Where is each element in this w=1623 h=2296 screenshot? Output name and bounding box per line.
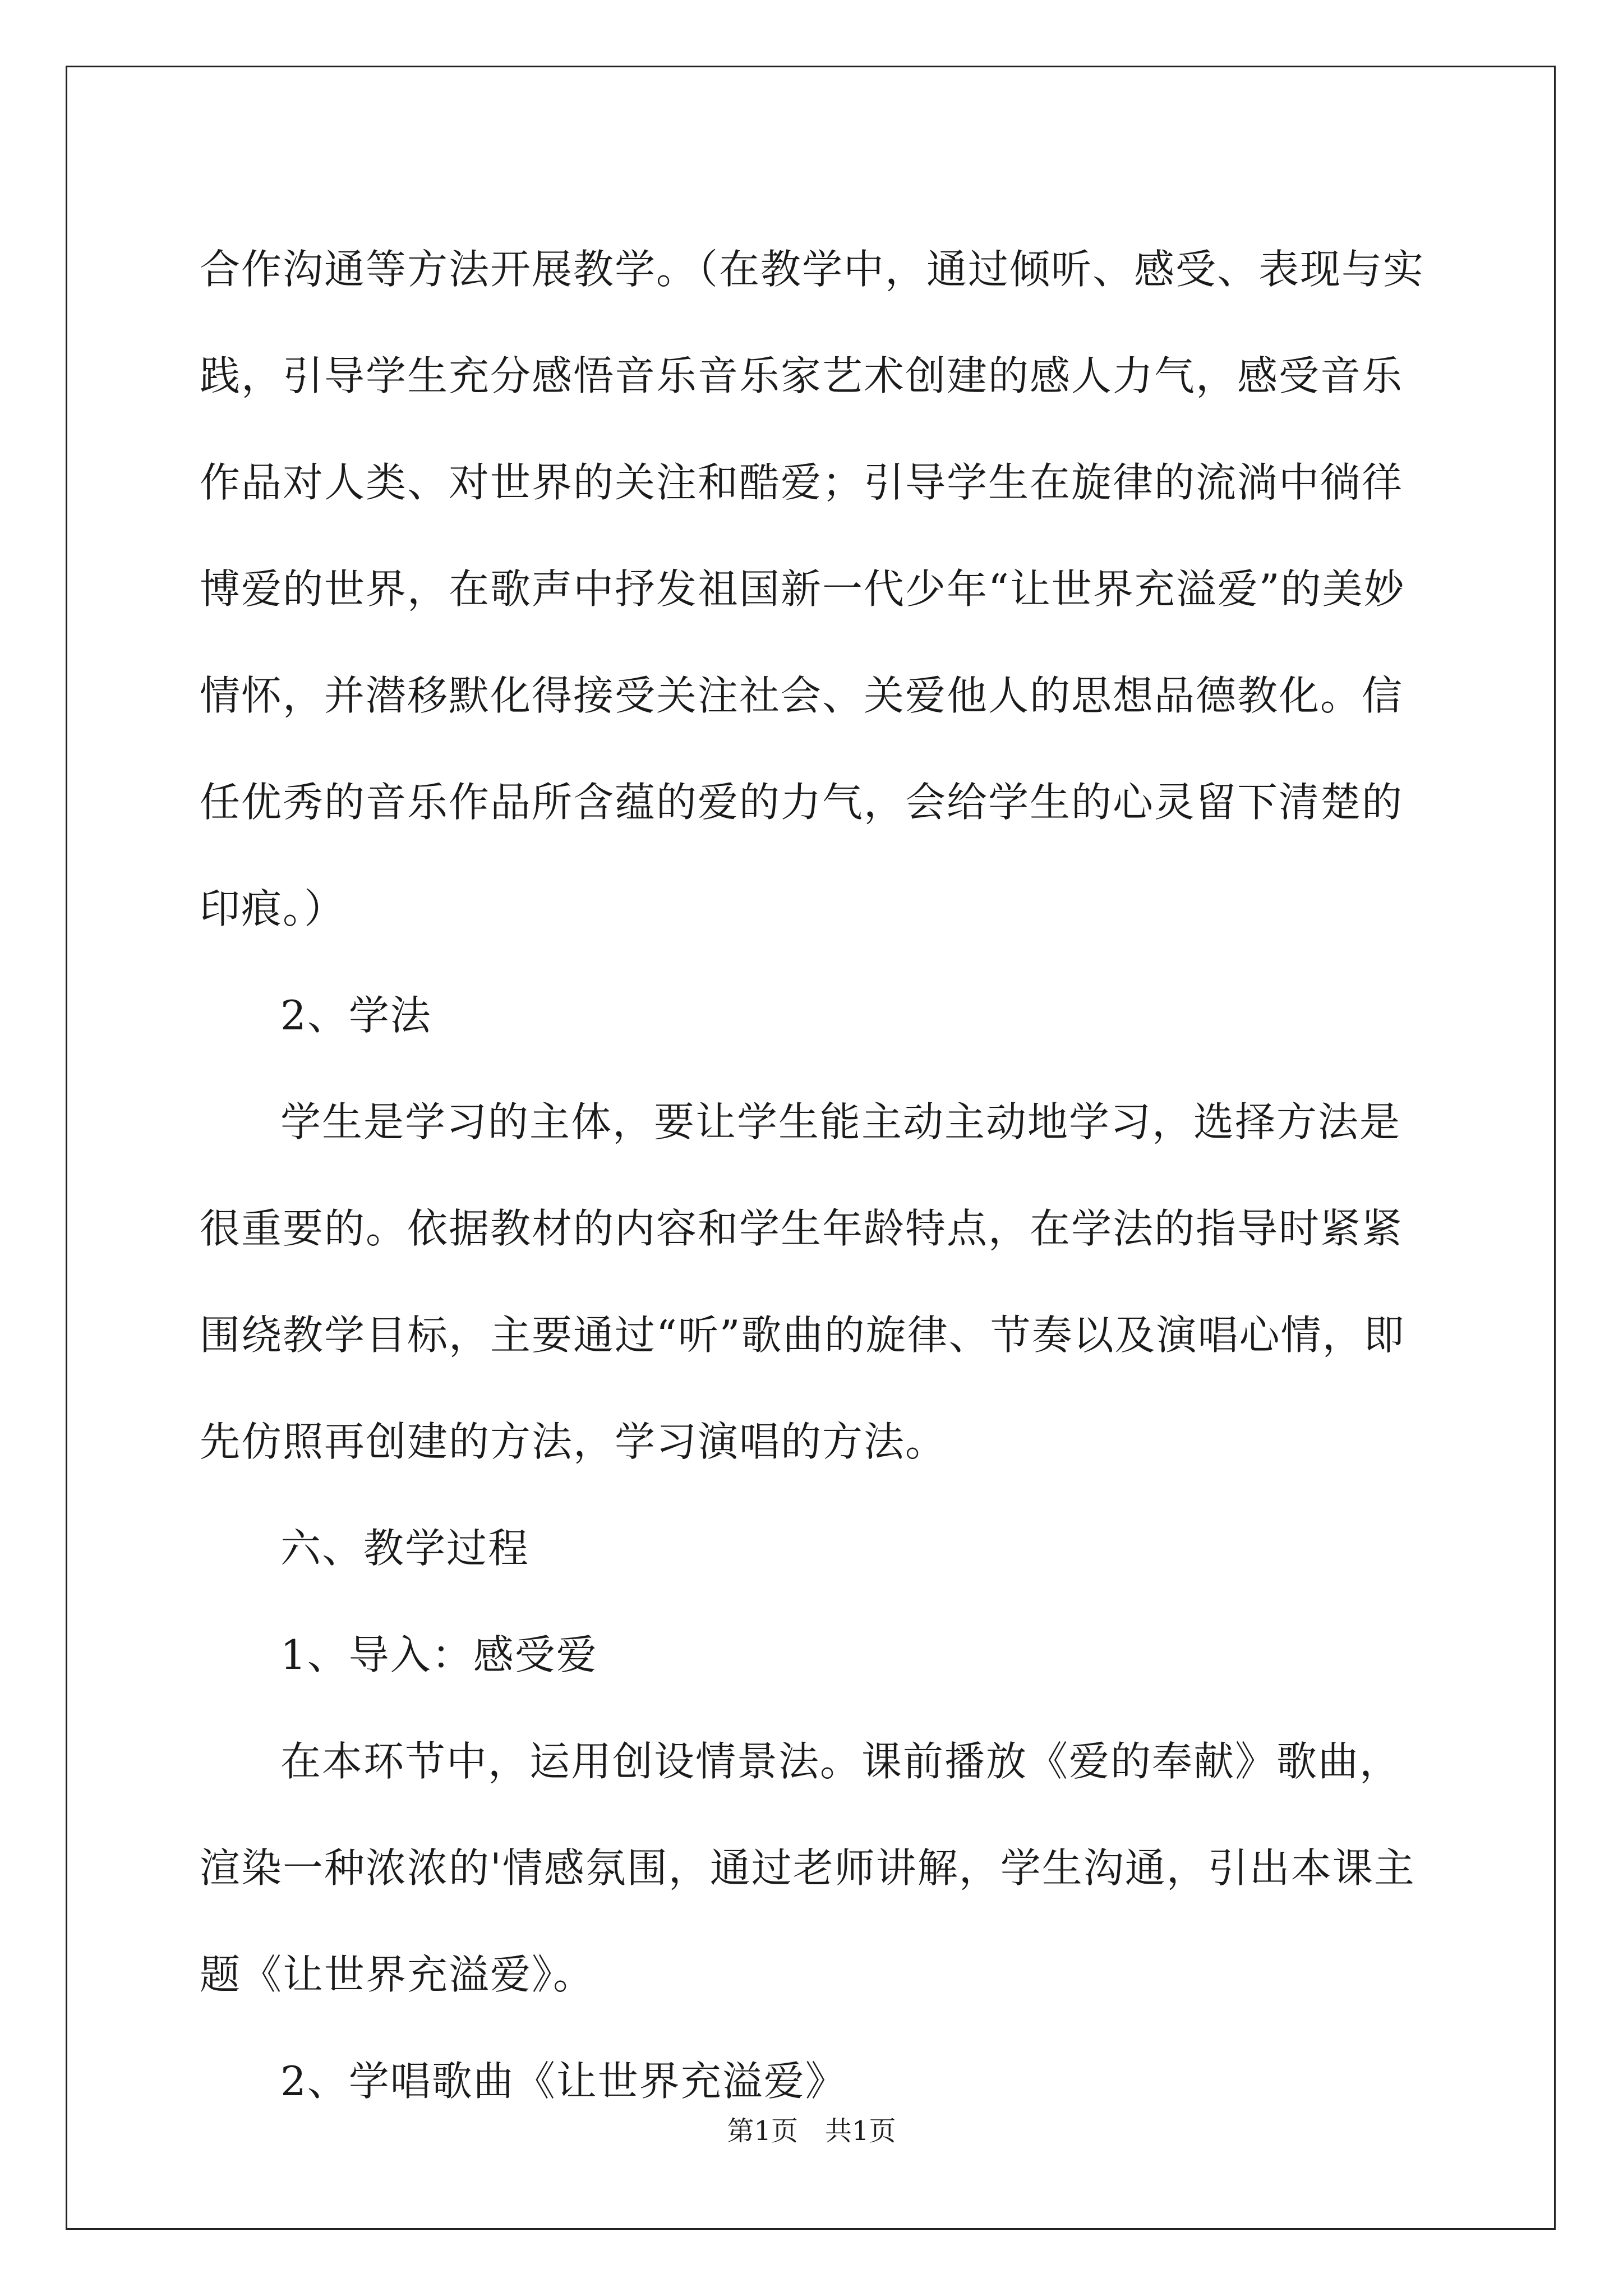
document-body [200,216,1428,2134]
page-number: 第1页 共1页 [727,2115,896,2147]
heading-study-method: 2、学法 [280,992,432,1039]
paragraph-study-method: 学生是学习的主体，要让学生能主动主动地学习，选择方法是很重要的。依据教材的内容和学生年龄特点，在学法的指导时紧紧围绕教学目标，主要通过“听”歌曲的旋律、节奏以及演唱心情，即先仿照再创建的方法，学习演唱的方法。 [200,1098,1405,1465]
heading-learn-song: 2、学唱歌曲《让世界充溢爱》 [280,2058,847,2105]
paragraph-introduction: 在本环节中，运用创设情景法。课前播放《爱的奉献》歌曲，渲染一种浓浓的'情感氛围，通过老师讲解，学生沟通，引出本课主题《让世界充溢爱》。 [200,1738,1415,1998]
heading-teaching-process: 六、教学过程 [280,1525,530,1572]
paragraph-intro-continuation: 合作沟通等方法开展教学。（在教学中，通过倾听、感受、表现与实践，引导学生充分感悟音乐音乐家艺术创建的感人力气，感受音乐作品对人类、对世界的关注和酷爱；引导学生在旋律的流淌中徜徉博爱的世界，在歌声中抒发祖国新一代少年“让世界充溢爱”的美妙情怀，并潜移默化得接受关注社会、关爱他人的思想品德教化。信任优秀的音乐作品所含蕴的爱的力气，会给学生的心灵留下清楚的印痕。） [200,246,1425,932]
heading-introduction: 1、导入：感受爱 [280,1631,598,1678]
